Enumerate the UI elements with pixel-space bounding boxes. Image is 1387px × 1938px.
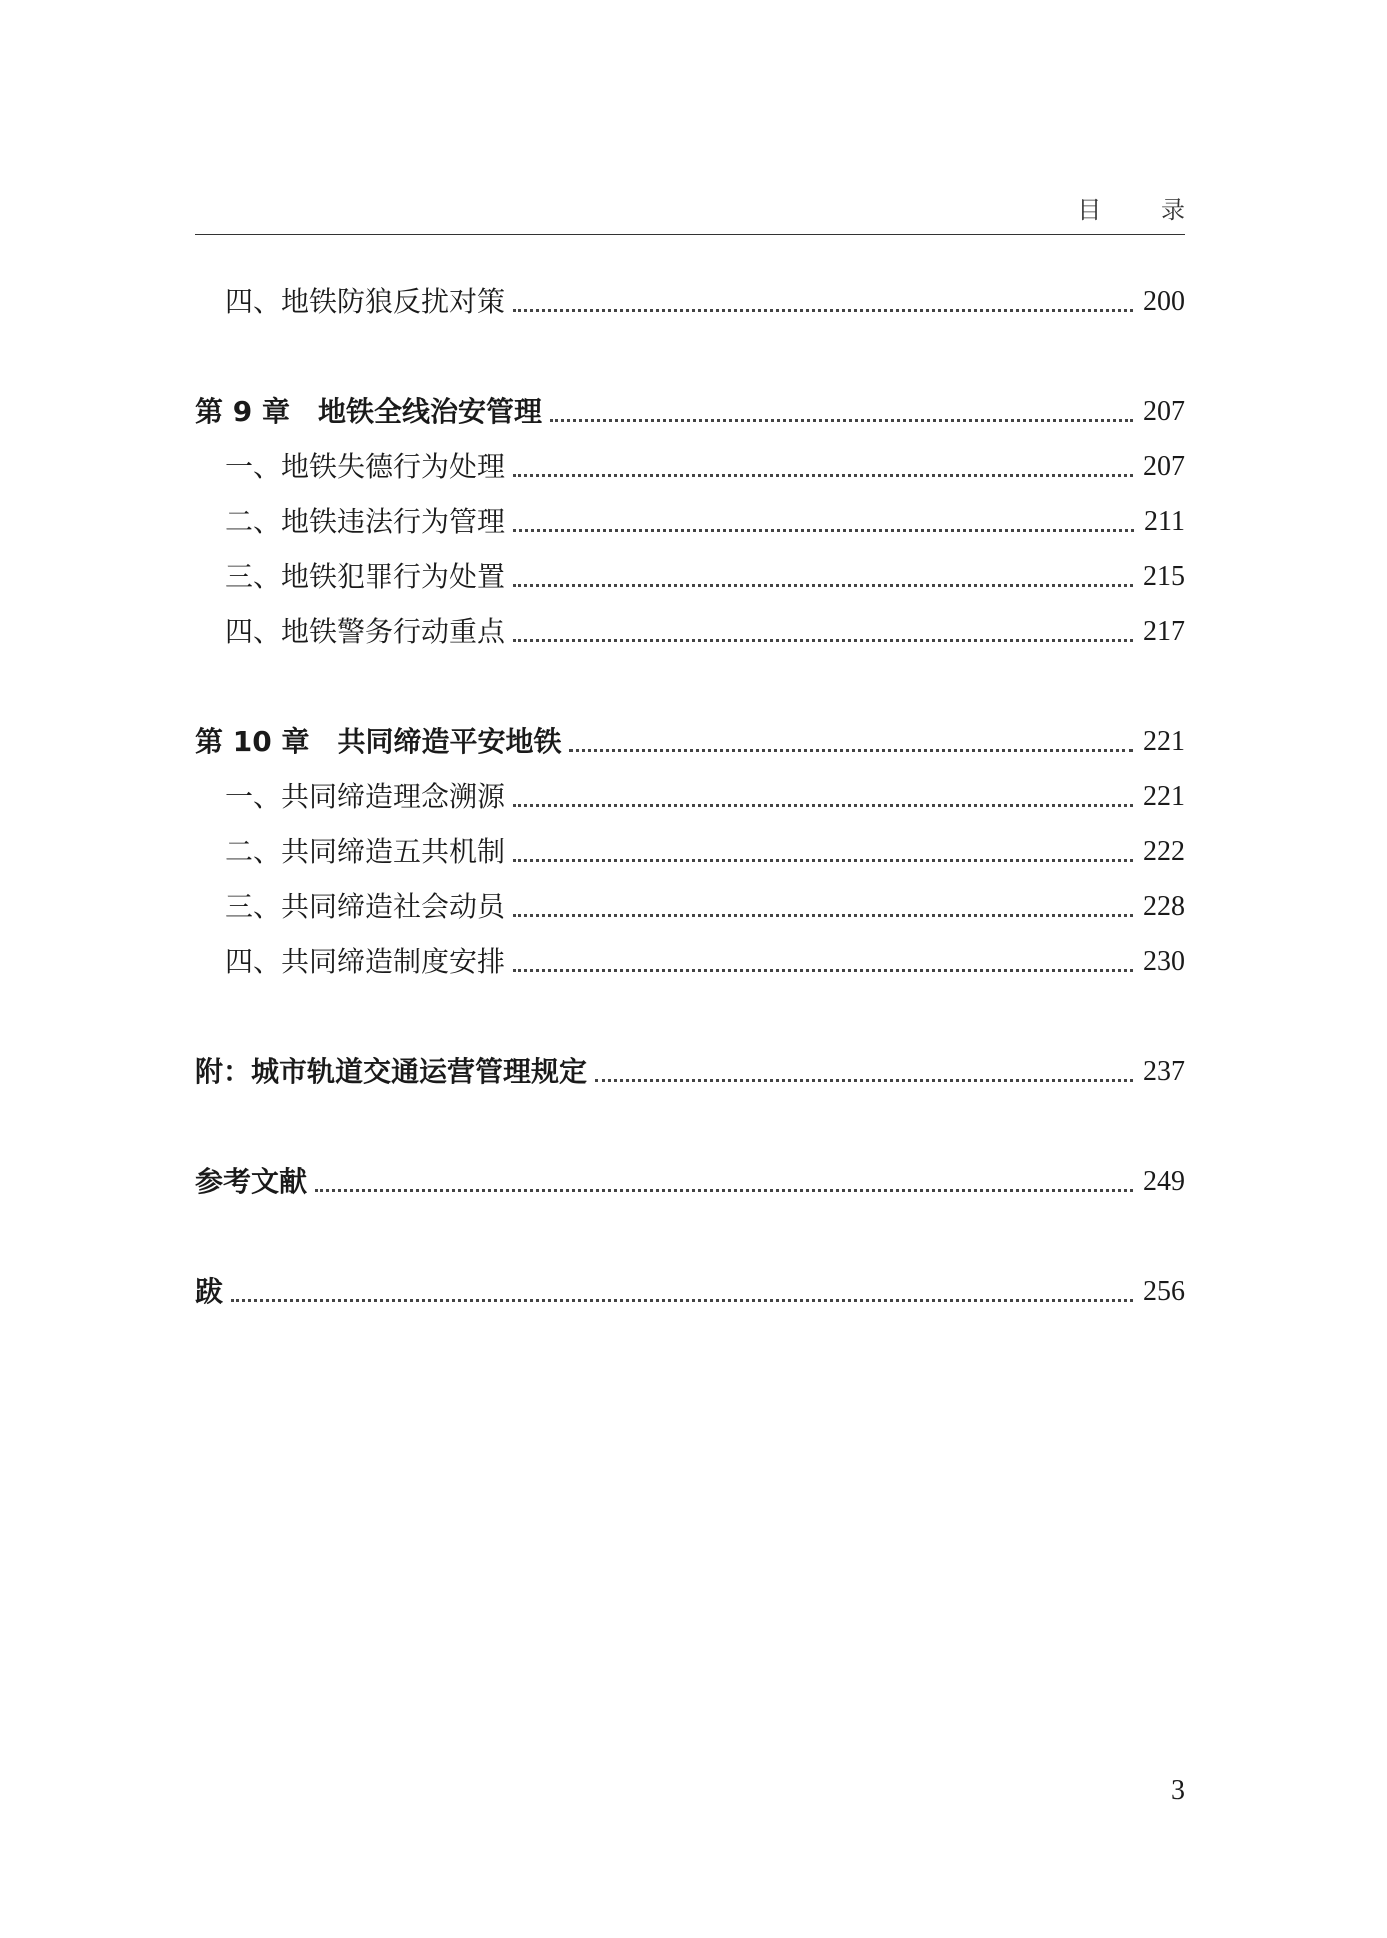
toc-entry-page: 237 — [1143, 1056, 1185, 1087]
toc-postscript-entry[interactable] — [195, 1270, 1185, 1314]
toc-entry-title: 四、地铁警务行动重点 — [225, 615, 506, 648]
dot-leader — [513, 804, 1133, 807]
page-number: 3 — [1171, 1775, 1185, 1806]
dot-leader — [513, 639, 1133, 642]
toc-entry-page: 222 — [1143, 836, 1185, 867]
toc-entry-title: 二、地铁违法行为管理 — [225, 505, 506, 538]
chapter-number: 第 10 章 — [195, 725, 310, 758]
toc-chapter-entry[interactable] — [195, 390, 1185, 434]
header-title: 目 录 — [1077, 196, 1211, 224]
toc-entry[interactable] — [195, 280, 1185, 324]
toc-entry-page: 215 — [1143, 561, 1185, 592]
dot-leader — [513, 584, 1133, 587]
toc-references-title: 参考文献 — [195, 1165, 308, 1198]
toc-entry-title: 三、地铁犯罪行为处置 — [225, 560, 506, 593]
toc-appendix-entry[interactable] — [195, 1050, 1185, 1094]
dot-leader — [513, 529, 1134, 532]
toc-chapter-entry[interactable] — [195, 720, 1185, 764]
toc-entry[interactable] — [195, 445, 1185, 489]
dot-leader — [550, 419, 1133, 422]
toc-postscript-title: 跋 — [195, 1275, 224, 1308]
toc-entry[interactable] — [195, 940, 1185, 984]
toc-entry-title: 二、共同缔造五共机制 — [225, 835, 506, 868]
dot-leader — [513, 914, 1133, 917]
toc-chapter-title — [195, 720, 561, 764]
dot-leader — [315, 1189, 1133, 1192]
toc-entry-page: 217 — [1143, 616, 1185, 647]
toc-entry-title: 三、共同缔造社会动员 — [225, 890, 506, 923]
chapter-name: 共同缔造平安地铁 — [337, 725, 562, 758]
running-header — [195, 190, 1211, 235]
toc-entry-title: 四、共同缔造制度安排 — [225, 945, 506, 978]
toc-entry[interactable] — [195, 775, 1185, 819]
dot-leader — [513, 474, 1133, 477]
dot-leader — [513, 969, 1133, 972]
toc-entry[interactable] — [195, 830, 1185, 874]
toc-entry-page: 249 — [1143, 1166, 1185, 1197]
toc-entry-page: 211 — [1144, 506, 1185, 537]
toc-entry-title: 一、共同缔造理念溯源 — [225, 780, 506, 813]
dot-leader — [513, 309, 1133, 312]
toc-entry-page: 221 — [1143, 726, 1185, 757]
dot-leader — [231, 1299, 1133, 1302]
toc-appendix-title: 附：城市轨道交通运营管理规定 — [195, 1055, 588, 1088]
toc-entry-title: 一、地铁失德行为处理 — [225, 450, 506, 483]
toc-entry-page: 256 — [1143, 1276, 1185, 1307]
toc-entry[interactable] — [195, 500, 1185, 544]
toc-entry-page: 230 — [1143, 946, 1185, 977]
dot-leader — [513, 859, 1133, 862]
toc-entry[interactable] — [195, 610, 1185, 654]
toc-entry[interactable] — [195, 555, 1185, 599]
dot-leader — [595, 1079, 1133, 1082]
dot-leader — [569, 749, 1133, 752]
toc-entry-page: 207 — [1143, 396, 1185, 427]
toc-entry-page: 207 — [1143, 451, 1185, 482]
chapter-name: 地铁全线治安管理 — [317, 395, 542, 428]
toc-entry-title: 四、地铁防狼反扰对策 — [225, 285, 506, 318]
toc-entry[interactable] — [195, 885, 1185, 929]
toc-chapter-title — [195, 390, 542, 434]
toc-entry-page: 228 — [1143, 891, 1185, 922]
chapter-number: 第 9 章 — [195, 395, 290, 428]
toc-references-entry[interactable] — [195, 1160, 1185, 1204]
toc-entry-page: 200 — [1143, 286, 1185, 317]
toc-entry-page: 221 — [1143, 781, 1185, 812]
